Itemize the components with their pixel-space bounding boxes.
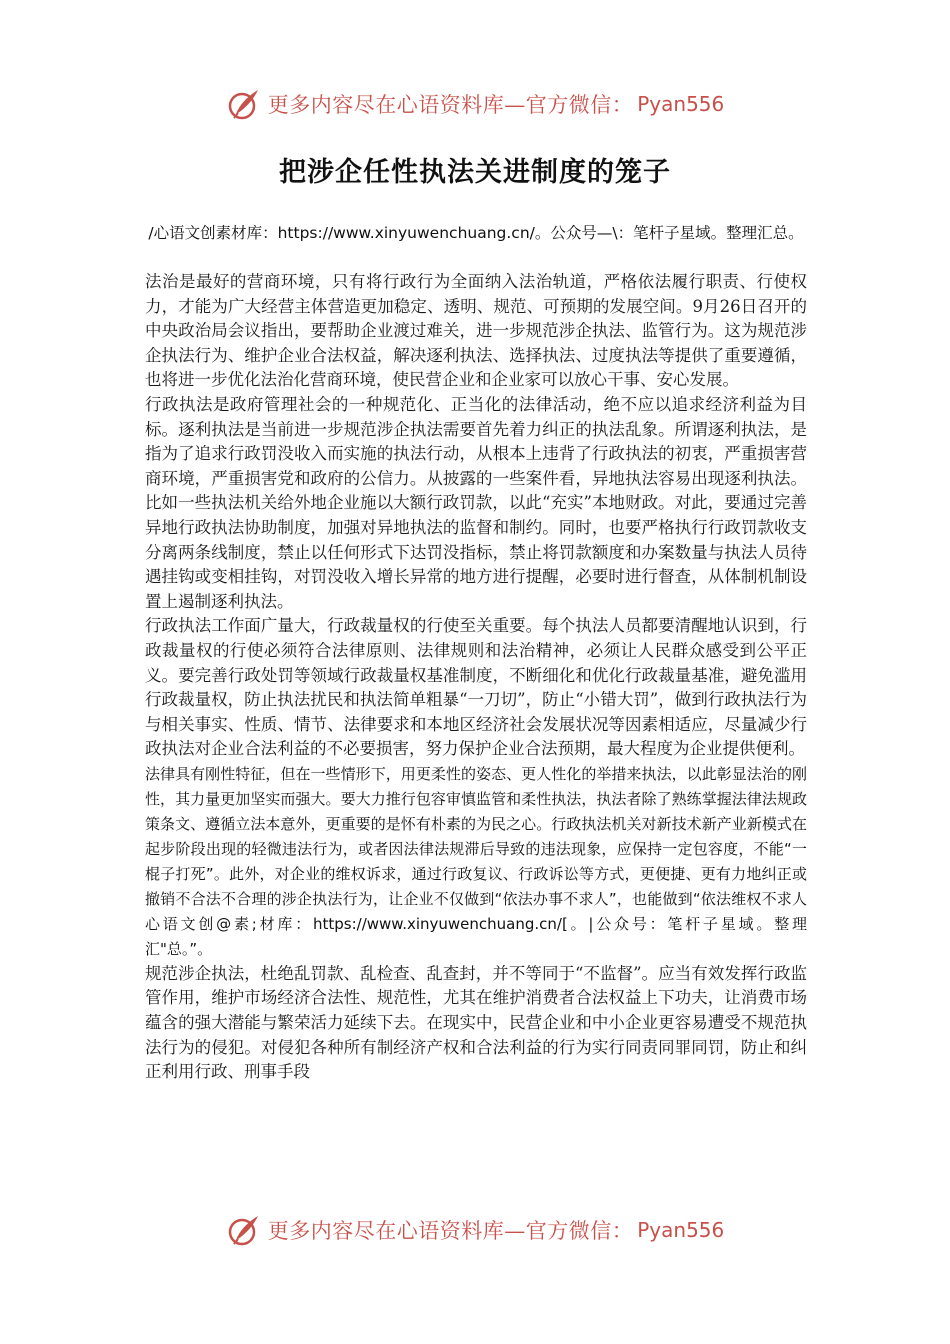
document-body [145, 270, 807, 1085]
header-banner [0, 82, 950, 126]
paragraph-5: 规范涉企执法，杜绝乱罚款、乱检查、乱查封，并不等同于“不监督”。应当有效发挥行政监管作用，维护市场经济合法性、规范性，尤其在维护消费者合法权益上下功夫，让消费市场蕴含的强大潜能与繁荣活力延续下去。在现实中，民营企业和中小企业更容易遭受不规范执法行为的侵犯。对侵犯各种所有制经济产权和合法利益的行为实行同责同罪同罚，防止和纠正利用行政、刑事手段 [145, 963, 807, 1082]
footer-banner-text: 更多内容尽在心语资料库—官方微信： [267, 1219, 634, 1243]
paragraph-4: 法律具有刚性特征，但在一些情形下，用更柔性的姿态、更人性化的举措来执法，以此彰显法治的刚性，其力量更加坚实而强大。要大力推行包容审慎监管和柔性执法，执法者除了熟练掌握法律法规政策条文、遵循立法本意外，更重要的是怀有朴素的为民之心。行政执法机关对新技术新产业新模式在起步阶段出现的轻微违法行为，或者因法律法规滞后导致的违法现象，应保持一定包容度，不能“一棍子打死”。此外，对企业的维权诉求，通过行政复议、行政诉讼等方式，更便捷、更有力地纠正或撤销不合法不合理的涉企执法行为，让企业不仅做到“依法办事不求人”，也能做到“依法维权不求人心语文创@素;材库：https://www.xinyuwenchuang.cn/[。|公众号：笔杆子星域。整理汇"总。”。 [145, 764, 807, 958]
header-banner-wechat-id: Pyan556 [637, 92, 725, 116]
quill-pen-logo-icon [226, 86, 262, 122]
paragraph-3: 行政执法工作面广量大，行政裁量权的行使至关重要。每个执法人员都要清醒地认识到，行政裁量权的行使必须符合法律原则、法律规则和法治精神，必须让人民群众感受到公平正义。要完善行政处罚等领域行政裁量权基准制度，不断细化和优化行政裁量基准，避免滥用行政裁量权，防止执法扰民和执法简单粗暴“一刀切”，防止“小错大罚”，做到行政执法行为与相关事实、性质、情节、法律要求和本地区经济社会发展状况等因素相适应，尽量减少行政执法对企业合法利益的不必要损害，努力保护企业合法预期，最大程度为企业提供便利。 [145, 616, 807, 759]
header-banner-text: 更多内容尽在心语资料库—官方微信： [267, 93, 634, 117]
footer-banner-wechat-id: Pyan556 [637, 1218, 725, 1242]
paragraph-1: 法治是最好的营商环境，只有将行政行为全面纳入法治轨道，严格依法履行职责、行使权力，才能为广大经营主体营造更加稳定、透明、规范、可预期的发展空间。9月26日召开的中央政治局会议指出，要帮助企业渡过难关，进一步规范涉企执法、监管行为。这为规范涉企执法行为、维护企业合法权益，解决逐利执法、选择执法、过度执法等提供了重要遵循，也将进一步优化法治化营商环境，使民营企业和企业家可以放心干事、安心发展。 [145, 272, 807, 390]
footer-banner [0, 1208, 950, 1252]
quill-pen-logo-icon [226, 1212, 262, 1248]
source-line: /心语文创素材库：https://www.xinyuwenchuang.cn/。公众号—\：笔杆子星域。整理汇总。 [148, 224, 804, 242]
paragraph-2: 行政执法是政府管理社会的一种规范化、正当化的法律活动，绝不应以追求经济利益为目标。逐利执法是当前进一步规范涉企执法需要首先着力纠正的执法乱象。所谓逐利执法，是指为了追求行政罚没收入而实施的执法行动，从根本上违背了行政执法的初衷，严重损害营商环境，严重损害党和政府的公信力。从披露的一些案件看，异地执法容易出现逐利执法。比如一些执法机关给外地企业施以大额行政罚款，以此“充实”本地财政。对此，要通过完善异地行政执法协助制度，加强对异地执法的监督和制约。同时，也要严格执行行政罚款收支分离两条线制度，禁止以任何形式下达罚没指标，禁止将罚款额度和办案数量与执法人员待遇挂钩或变相挂钩，对罚没收入增长异常的地方进行提醒，必要时进行督查，从体制机制设置上遏制逐利执法。 [145, 394, 807, 611]
document-title: 把涉企任性执法关进制度的笼子 [279, 157, 671, 188]
